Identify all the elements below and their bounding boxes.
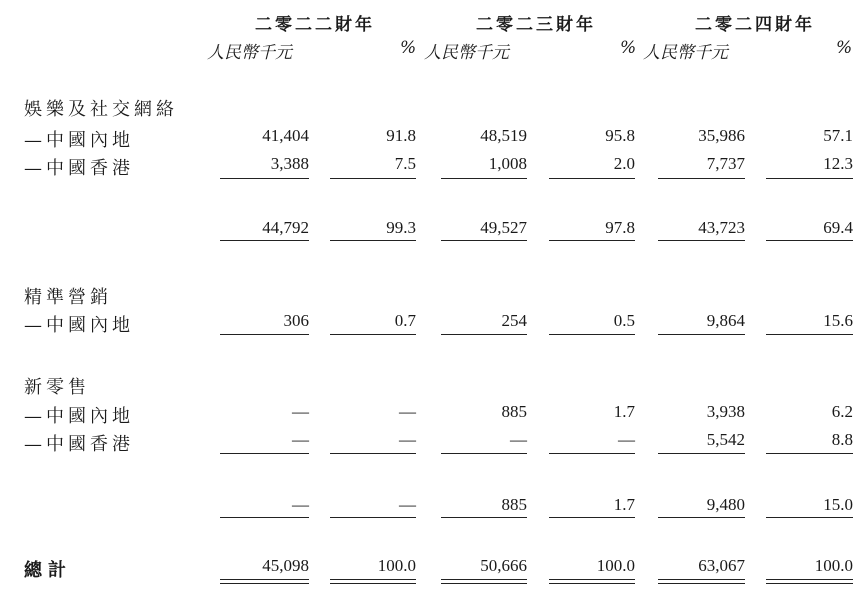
- underline: [220, 334, 309, 335]
- ent-hk-col-5: 12.3: [823, 154, 853, 173]
- retail-mainland-col-2: 885: [501, 402, 527, 421]
- mkt-mainland-col-3: 0.5: [613, 311, 635, 330]
- ent-mainland-col-3: 95.8: [605, 126, 635, 145]
- ent-subtotal-col-0: 44,792: [262, 218, 309, 237]
- underline: [658, 240, 745, 241]
- underline: [441, 517, 527, 518]
- ent-hk-col-2: 1,008: [488, 154, 527, 173]
- mkt-mainland-col-1: 0.7: [394, 311, 416, 330]
- underline: [441, 334, 527, 335]
- total-col-2: 50,666: [480, 556, 527, 575]
- underline: [220, 240, 309, 241]
- total-col-3: 100.0: [596, 556, 635, 575]
- mkt-mainland-col-5: 15.6: [823, 311, 853, 330]
- row-label: —中國內地: [24, 130, 134, 151]
- amount-unit-2024: 人民幣千元: [643, 43, 728, 63]
- double-underline: [766, 579, 853, 584]
- underline: [441, 178, 527, 179]
- underline: [330, 240, 416, 241]
- underline: [330, 178, 416, 179]
- pct-unit-2022: %: [400, 38, 417, 58]
- section-title-marketing: 精準營銷: [24, 287, 112, 308]
- ent-mainland-col-0: 41,404: [262, 126, 309, 145]
- underline: [330, 517, 416, 518]
- double-underline: [220, 579, 309, 584]
- underline: [766, 334, 853, 335]
- underline: [220, 453, 309, 454]
- retail-mainland-col-4: 3,938: [706, 402, 745, 421]
- ent-mainland-col-2: 48,519: [480, 126, 527, 145]
- ent-hk-col-0: 3,388: [270, 154, 309, 173]
- underline: [658, 517, 745, 518]
- ent-subtotal-col-4: 43,723: [698, 218, 745, 237]
- ent-subtotal-col-1: 99.3: [386, 218, 416, 237]
- retail-mainland-col-5: 6.2: [831, 402, 853, 421]
- underline: [658, 178, 745, 179]
- amount-unit-2023: 人民幣千元: [424, 43, 509, 63]
- underline: [658, 334, 745, 335]
- retail-subtotal-col-5: 15.0: [823, 495, 853, 514]
- row-label: —中國香港: [24, 158, 134, 179]
- ent-subtotal-col-3: 97.8: [605, 218, 635, 237]
- amount-unit-2022: 人民幣千元: [207, 43, 292, 63]
- double-underline: [549, 579, 635, 584]
- underline: [766, 240, 853, 241]
- total-label: 總計: [24, 560, 72, 581]
- retail-subtotal-col-4: 9,480: [706, 495, 745, 514]
- underline: [766, 517, 853, 518]
- retail-mainland-col-1: —: [399, 402, 416, 421]
- pct-unit-2024: %: [836, 38, 853, 58]
- ent-mainland-col-4: 35,986: [698, 126, 745, 145]
- underline: [766, 453, 853, 454]
- ent-subtotal-col-2: 49,527: [480, 218, 527, 237]
- underline: [330, 334, 416, 335]
- row-label: —中國香港: [24, 434, 134, 455]
- row-label: —中國內地: [24, 315, 134, 336]
- double-underline: [330, 579, 416, 584]
- retail-hk-col-4: 5,542: [706, 430, 745, 449]
- underline: [549, 453, 635, 454]
- retail-subtotal-col-2: 885: [501, 495, 527, 514]
- retail-hk-col-3: —: [618, 430, 635, 449]
- retail-mainland-col-0: —: [292, 402, 309, 421]
- section-title-entertainment: 娛樂及社交網絡: [24, 99, 178, 120]
- retail-subtotal-col-0: —: [292, 495, 309, 514]
- retail-mainland-col-3: 1.7: [613, 402, 635, 421]
- ent-hk-col-4: 7,737: [706, 154, 745, 173]
- year-header-2022: 二零二二財年: [255, 15, 375, 35]
- year-header-2023: 二零二三財年: [476, 15, 596, 35]
- year-header-2024: 二零二四財年: [695, 15, 815, 35]
- total-col-4: 63,067: [698, 556, 745, 575]
- total-col-5: 100.0: [814, 556, 853, 575]
- pct-unit-2023: %: [620, 38, 637, 58]
- retail-subtotal-col-1: —: [399, 495, 416, 514]
- retail-hk-col-0: —: [292, 430, 309, 449]
- section-title-retail: 新零售: [24, 377, 90, 398]
- double-underline: [658, 579, 745, 584]
- underline: [766, 178, 853, 179]
- underline: [220, 178, 309, 179]
- underline: [441, 240, 527, 241]
- mkt-mainland-col-0: 306: [283, 311, 309, 330]
- mkt-mainland-col-2: 254: [501, 311, 527, 330]
- ent-mainland-col-1: 91.8: [386, 126, 416, 145]
- underline: [549, 517, 635, 518]
- mkt-mainland-col-4: 9,864: [706, 311, 745, 330]
- ent-subtotal-col-5: 69.4: [823, 218, 853, 237]
- underline: [549, 240, 635, 241]
- underline: [330, 453, 416, 454]
- underline: [549, 334, 635, 335]
- underline: [658, 453, 745, 454]
- ent-mainland-col-5: 57.1: [823, 126, 853, 145]
- ent-hk-col-1: 7.5: [394, 154, 416, 173]
- retail-hk-col-5: 8.8: [831, 430, 853, 449]
- ent-hk-col-3: 2.0: [613, 154, 635, 173]
- double-underline: [441, 579, 527, 584]
- underline: [441, 453, 527, 454]
- underline: [549, 178, 635, 179]
- total-col-1: 100.0: [377, 556, 416, 575]
- row-label: —中國內地: [24, 406, 134, 427]
- underline: [220, 517, 309, 518]
- retail-hk-col-2: —: [510, 430, 527, 449]
- total-col-0: 45,098: [262, 556, 309, 575]
- retail-hk-col-1: —: [399, 430, 416, 449]
- retail-subtotal-col-3: 1.7: [613, 495, 635, 514]
